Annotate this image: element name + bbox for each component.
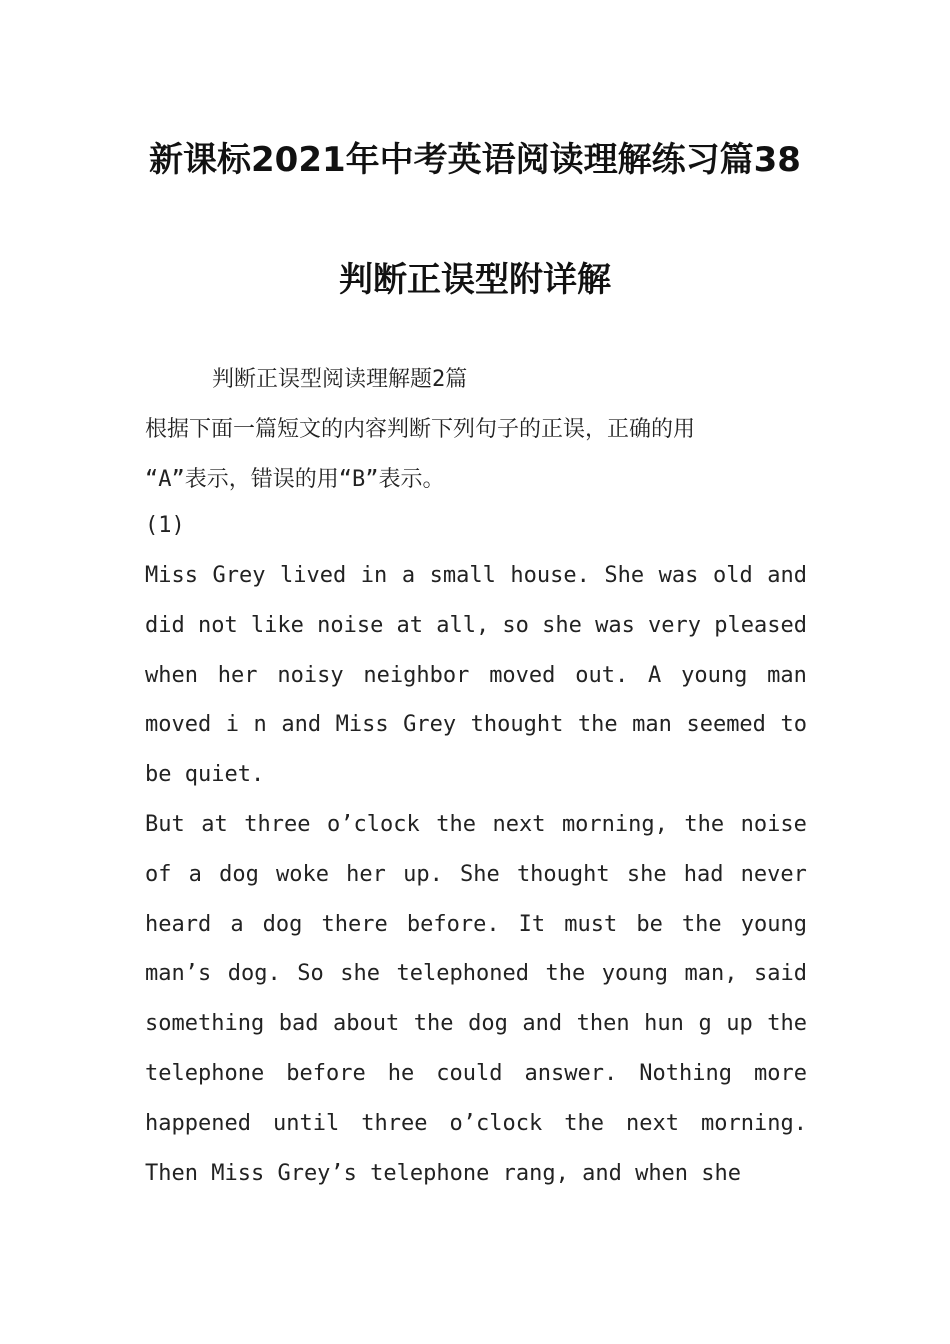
passage-word: be <box>636 911 663 937</box>
passage-word: seemed <box>686 712 766 738</box>
passage-word: to <box>780 712 807 738</box>
passage-word: Miss <box>335 712 389 738</box>
passage-word: the <box>545 961 586 987</box>
passage-word: dog <box>468 1011 508 1037</box>
subheading: 判断正误型阅读理解题2篇 <box>212 367 468 392</box>
passage-word: up <box>726 1011 753 1037</box>
passage-line: Then Miss Grey’s telephone rang, and when she <box>145 1160 742 1186</box>
passage-word: more <box>753 1061 807 1086</box>
passage-word: dog. <box>227 961 281 987</box>
passage-word: said <box>754 961 807 987</box>
passage-word: Grey <box>403 712 457 738</box>
passage-word: before <box>286 1061 366 1086</box>
passage-word: the <box>413 1011 454 1037</box>
passage-line <box>145 961 807 986</box>
passage-word: old <box>712 563 753 588</box>
passage-word: telephoned <box>396 961 529 987</box>
passage-word: lived <box>280 563 347 588</box>
passage-word: i <box>225 712 240 738</box>
passage-word: man, <box>684 961 738 987</box>
passage-word: man <box>767 662 807 688</box>
passage-line <box>145 712 807 737</box>
passage-word: But <box>145 812 185 837</box>
passage-word: hun <box>644 1011 684 1037</box>
passage-word: up. <box>403 861 443 887</box>
passage-word: young <box>740 911 807 937</box>
passage-line <box>145 663 807 688</box>
passage-word: of <box>145 861 172 887</box>
passage-line <box>145 1061 807 1086</box>
passage-word: she <box>340 961 381 987</box>
passage-word: next <box>492 812 546 837</box>
passage-word: noisy <box>277 662 344 688</box>
passage-word: at <box>396 612 424 638</box>
passage-word: It <box>518 911 546 937</box>
passage-word: must <box>564 911 618 937</box>
passage-word: dog <box>219 861 259 887</box>
passage-word: all, <box>436 612 490 638</box>
passage-line <box>145 1111 807 1136</box>
passage-word: So <box>297 961 324 987</box>
passage-word: moved <box>489 662 556 688</box>
passage-word: next <box>625 1110 679 1136</box>
passage-word: the <box>767 1011 807 1037</box>
passage-word: A <box>648 662 662 688</box>
passage-word: heard <box>145 911 212 937</box>
passage-word: her <box>346 861 386 887</box>
passage-word: man’s <box>145 961 212 987</box>
passage-word: three <box>361 1110 428 1136</box>
passage-word: house. <box>510 563 590 588</box>
passage-word: she <box>626 861 667 887</box>
passage-word: man <box>632 712 672 738</box>
passage-word: o’clock <box>326 812 420 837</box>
passage-line <box>145 812 807 837</box>
passage-word: moved <box>145 712 212 738</box>
passage-word: g <box>698 1011 712 1037</box>
passage-word: noise <box>317 612 384 638</box>
document-title-line-2: 判断正误型附详解 <box>339 260 611 300</box>
passage-word: thought <box>516 861 610 887</box>
passage-word: at <box>201 812 228 837</box>
passage-word: dog <box>262 911 303 937</box>
passage-word: neighbor <box>363 662 470 688</box>
passage-word: something <box>145 1011 265 1037</box>
passage-word: morning. <box>700 1110 807 1136</box>
passage-line <box>145 862 807 887</box>
passage-word: about <box>333 1011 400 1037</box>
passage-word: the <box>564 1110 604 1136</box>
document-title-line-1: 新课标2021年中考英语阅读理解练习篇38 <box>149 140 801 180</box>
passage-word: out. <box>575 662 629 688</box>
passage-word: o’clock <box>449 1110 543 1136</box>
passage-word: there <box>321 911 388 937</box>
passage-word: young <box>601 961 668 987</box>
passage-word: a <box>230 911 244 937</box>
passage-line <box>145 1011 807 1036</box>
passage-word: in <box>360 563 388 588</box>
passage-word: before. <box>406 911 500 937</box>
instructions-line-1: 根据下面一篇短文的内容判断下列句子的正误，正确的用 <box>145 417 696 442</box>
section-number: (1) <box>145 513 185 538</box>
passage-word: noise <box>740 812 807 837</box>
passage-word: when <box>145 662 198 688</box>
passage-word: like <box>250 612 304 638</box>
passage-word: Grey <box>212 563 266 588</box>
passage-word: thought <box>470 712 564 738</box>
passage-word: answer. <box>524 1061 618 1086</box>
passage-word: morning, <box>561 812 668 837</box>
passage-word: small <box>429 563 496 588</box>
passage-word: and <box>281 712 322 738</box>
passage-word: bad <box>278 1011 319 1037</box>
passage-word: Miss <box>145 563 198 588</box>
passage-word: and <box>522 1011 563 1037</box>
passage-word: could <box>436 1061 503 1086</box>
passage-line <box>145 912 807 937</box>
passage-line <box>145 563 807 588</box>
passage-word: was <box>595 612 635 638</box>
passage-line <box>145 613 807 638</box>
passage-word: She <box>604 563 645 588</box>
passage-word: young <box>681 662 748 688</box>
passage-line: be quiet. <box>145 762 265 788</box>
passage-word: happened <box>145 1110 251 1136</box>
passage-word: a <box>401 563 416 588</box>
passage-word: she <box>542 612 582 638</box>
passage-word: telephone <box>145 1061 265 1086</box>
passage-word: not <box>197 612 238 638</box>
passage-word: the <box>436 812 476 837</box>
passage-word: never <box>740 861 807 887</box>
passage-word: so <box>502 612 529 638</box>
passage-word: pleased <box>714 612 807 638</box>
passage-word: he <box>387 1061 415 1086</box>
passage-word: the <box>684 812 725 837</box>
passage-word: then <box>576 1011 630 1037</box>
passage-word: She <box>460 861 500 887</box>
passage-word: was <box>658 563 699 588</box>
passage-word: and <box>767 563 807 588</box>
passage-word: did <box>145 612 185 638</box>
passage-word: until <box>272 1110 340 1136</box>
passage-word: the <box>681 911 722 937</box>
passage-word: a <box>188 861 202 887</box>
passage-word: three <box>244 812 311 837</box>
passage-word: had <box>683 861 724 887</box>
instructions-line-2: “A”表示，错误的用“B”表示。 <box>145 467 445 492</box>
passage-word: very <box>648 612 702 638</box>
passage-word: the <box>577 712 618 738</box>
passage-word: woke <box>276 861 329 887</box>
passage-word: her <box>217 662 258 688</box>
passage-word: n <box>253 712 267 738</box>
passage-word: Nothing <box>639 1061 732 1086</box>
